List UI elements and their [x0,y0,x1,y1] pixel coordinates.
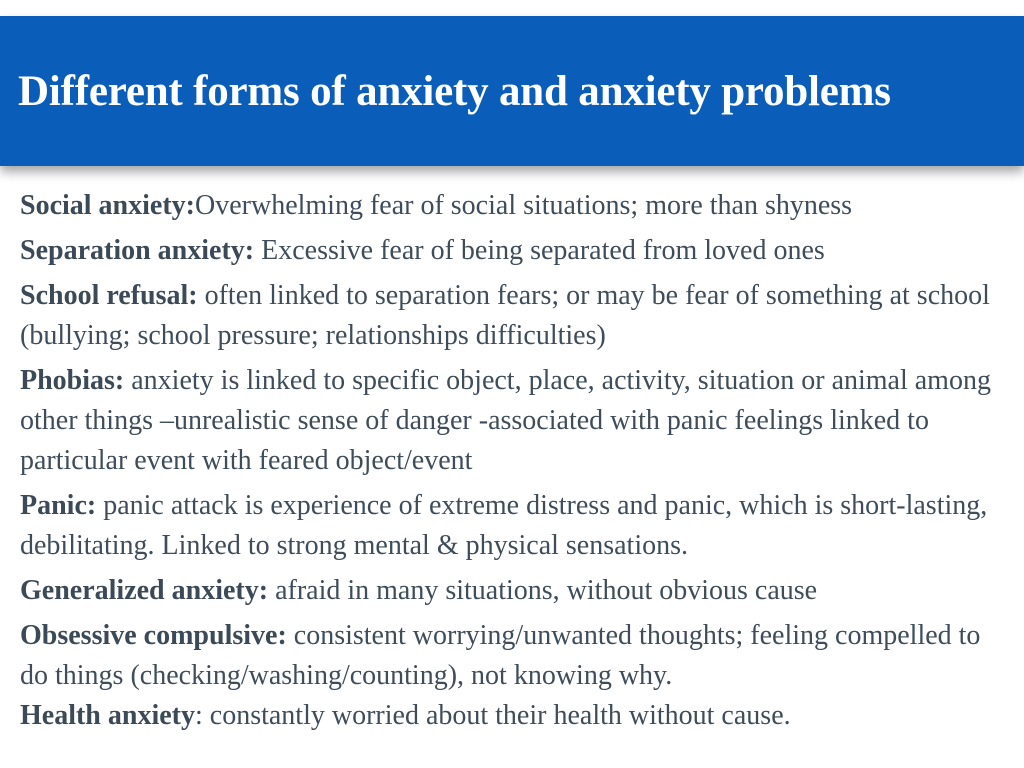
item-text: panic attack is experience of extreme distress and panic, which is short-lasting, debilitating. Linked to strong mental & physical sensations. [20,490,988,561]
item-text: Overwhelming fear of social situations; more than shyness [195,190,853,221]
item-generalized-anxiety [20,571,1010,611]
item-text: Excessive fear of being separated from loved ones [254,235,825,266]
item-term: Generalized anxiety: [20,575,269,606]
item-school-refusal [20,276,1010,356]
item-phobias [20,361,1010,481]
item-term: Obsessive compulsive: [20,620,287,651]
item-health-anxiety [20,696,1010,736]
item-term: Health anxiety [20,700,195,731]
slide-title: Different forms of anxiety and anxiety problems [18,67,891,115]
item-text: anxiety is linked to specific object, place, activity, situation or animal among other things –unrealistic sense of danger -associated with panic feelings linked to particular event with feared object/event [20,365,991,476]
title-bar [0,16,1024,166]
slide-content [20,186,1010,741]
item-text: consistent worrying/unwanted thoughts; feeling compelled to do things (checking/washing/counting), not knowing why. [20,620,981,691]
item-text: : constantly worried about their health without cause. [195,700,791,731]
item-panic [20,486,1010,566]
item-term: Separation anxiety: [20,235,255,266]
item-text: afraid in many situations, without obvious cause [268,575,818,606]
item-social-anxiety [20,186,1010,226]
item-term: School refusal: [20,280,198,311]
item-term: Phobias: [20,365,125,396]
item-term: Social anxiety: [20,190,195,221]
item-obsessive-compulsive [20,616,1010,696]
item-text: often linked to separation fears; or may be fear of something at school (bullying; school pressure; relationships difficulties) [20,280,990,351]
item-term: Panic: [20,490,97,521]
item-separation-anxiety [20,231,1010,271]
